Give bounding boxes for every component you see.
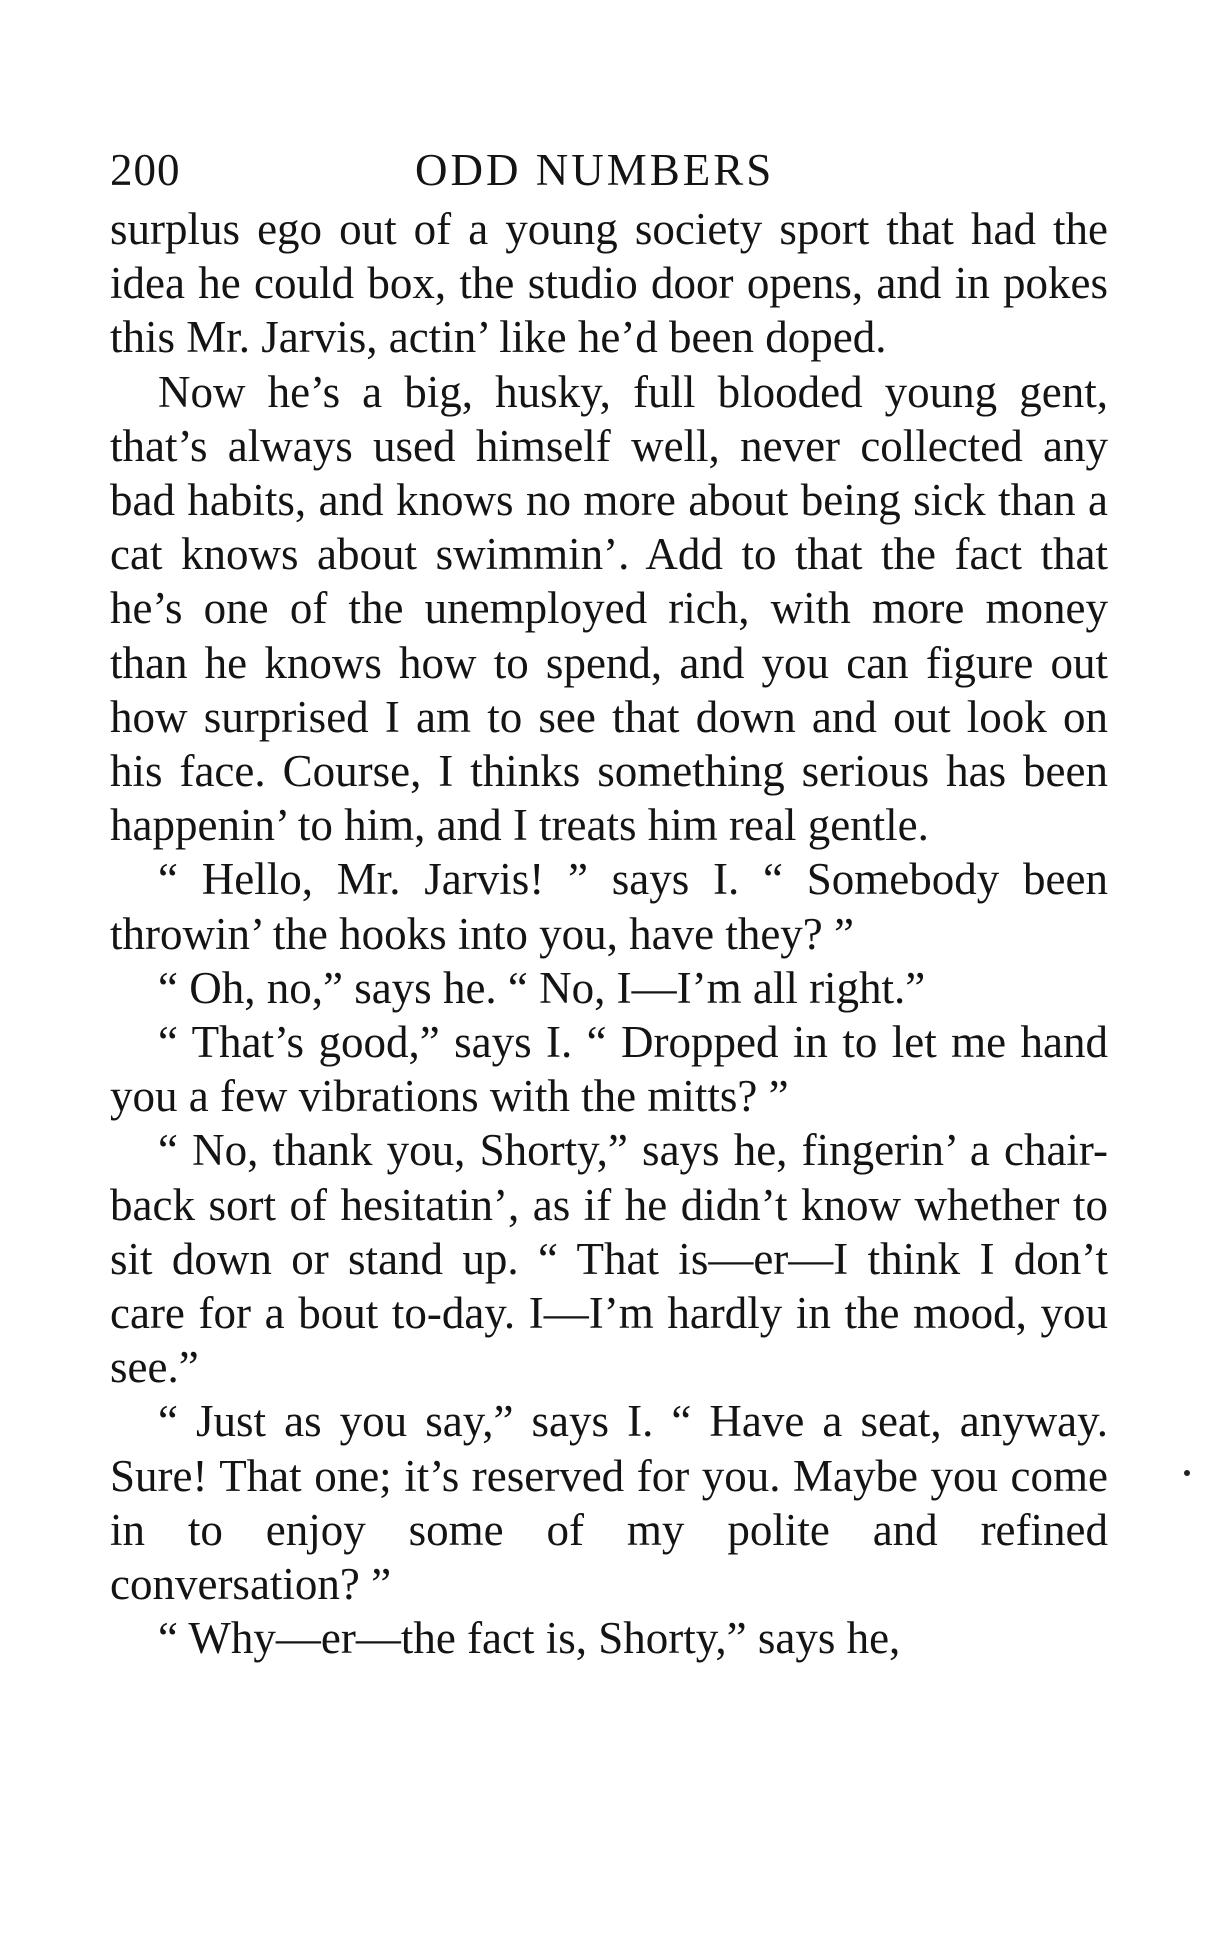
page-number: 200 [110, 145, 181, 195]
paragraph-dialogue: “ Just as you say,” says I. “ Have a seat, anyway. Sure! That one; it’s reserved for you. Maybe you come in to enjoy some of my polite and refined conversation? ” [110, 1396, 1108, 1610]
paragraph-dialogue: “ Oh, no,” says he. “ No, I—I’m all right.” [158, 962, 926, 1013]
body-text [110, 202, 1108, 1665]
paragraph-dialogue: “ Why—er—the fact is, Shorty,” says he, [158, 1613, 901, 1664]
book-page [110, 140, 1108, 1665]
book-title: ODD NUMBERS [415, 145, 775, 195]
paragraph-dialogue: “ Hello, Mr. Jarvis! ” says I. “ Somebody been throwin’ the hooks into you, have they? ” [110, 854, 1108, 959]
paragraph-dialogue: “ That’s good,” says I. “ Dropped in to let me hand you a few vibrations with the mitts? ” [110, 1017, 1108, 1122]
print-speck [1184, 1470, 1190, 1476]
paragraph-dialogue: “ No, thank you, Shorty,” says he, fingerin’ a chair-back sort of hesitatin’, as if he didn’t know whether to sit down or stand up. “ That is—er—I think I don’t care for a bout to-day. I—I’m hardly in the mood, you see.” [110, 1125, 1108, 1393]
paragraph: Now he’s a big, husky, full blooded young gent, that’s always used himself well, never collected any bad habits, and knows no more about being sick than a cat knows about swimmin’. Add to that the fact that he’s one of the unemployed rich, with more money than he knows how to spend, and you can figure out how surprised I am to see that down and out look on his face. Course, I thinks something serious has been happenin’ to him, and I treats him real gentle. [110, 366, 1108, 851]
paragraph-continued: surplus ego out of a young society sport that had the idea he could box, the studio door opens, and in pokes this Mr. Jarvis, actin’ like he’d been doped. [110, 204, 1108, 363]
running-head [110, 140, 1108, 200]
